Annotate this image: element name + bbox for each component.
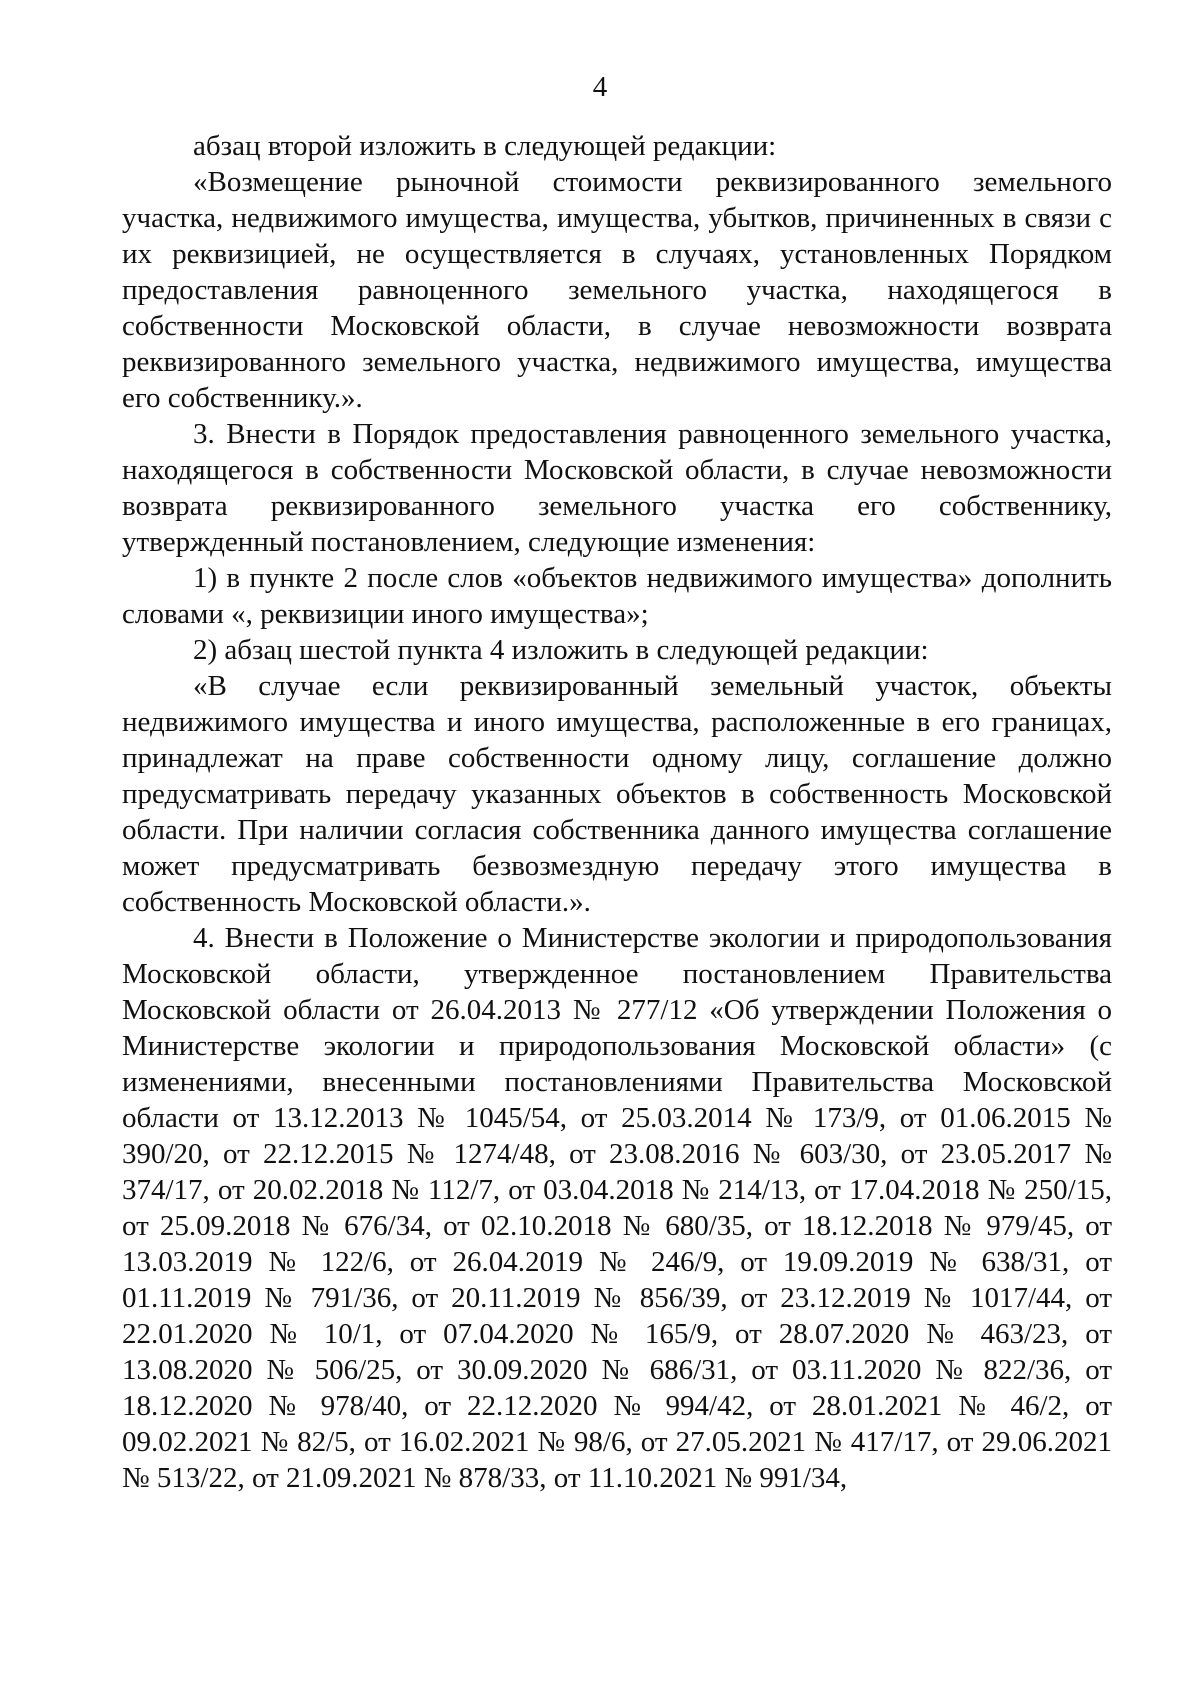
paragraph-item-4: 4. Внести в Положение о Министерстве экологии и природопользования Московской области, утвержденное постановлением Правительства Московской области от 26.04.2013 № 277/12 «Об утверждении Положения о Министерстве экологии и природопользования Московской области» (с изменениями, внесенными постановлениями Правительства Московской области от 13.12.2013 № 1045/54, от 25.03.2014 № 173/9, от 01.06.2015 № 390/20, от 22.12.2015 № 1274/48, от 23.08.2016 № 603/30, от 23.05.2017 № 374/17, от 20.02.2018 № 112/7, от 03.04.2018 № 214/13, от 17.04.2018 № 250/15, от 25.09.2018 № 676/34, от 02.10.2018 № 680/35, от 18.12.2018 № 979/45, от 13.03.2019 № 122/6, от 26.04.2019 № 246/9, от 19.09.2019 № 638/31, от 01.11.2019 № 791/36, от 20.11.2019 № 856/39, от 23.12.2019 № 1017/44, от 22.01.2020 № 10/1, от 07.04.2020 № 165/9, от 28.07.2020 № 463/23, от 13.08.2020 № 506/25, от 30.09.2020 № 686/31, от 03.11.2020 № 822/36, от 18.12.2020 № 978/40, от 22.12.2020 № 994/42, от 28.01.2021 № 46/2, от 09.02.2021 № 82/5, от 16.02.2021 № 98/6, от 27.05.2021 № 417/17, от 29.06.2021 № 513/22, от 21.09.2021 № 878/33, от 11.10.2021 № 991/34,	[122, 922, 1112, 1494]
page-number: 4	[592, 71, 608, 103]
paragraph-quoted-agreement: «В случае если реквизированный земельный участок, объекты недвижимого имущества и иного имущества, расположенные в его границах, принадлежат на праве собственности одному лицу, соглашение должно предусматривать передачу указанных объектов в собственность Московской области. При наличии согласия собственника данного имущества соглашение может предусматривать безвозмездную передачу этого имущества в собственность Московской области.».	[122, 670, 1112, 918]
paragraph-quoted-compensation: «Возмещение рыночной стоимости реквизированного земельного участка, недвижимого имущества, имущества, убытков, причиненных в связи с их реквизицией, не осуществляется в случаях, установленных Порядком предоставления равноценного земельного участка, находящегося в собственности Московской области, в случае невозможности возврата реквизированного земельного участка, недвижимого имущества, имущества его собственнику.».	[122, 166, 1112, 414]
document-body	[122, 128, 1112, 1496]
paragraph-subitem-1: 1) в пункте 2 после слов «объектов недвижимого имущества» дополнить словами «, реквизиции иного имущества»;	[122, 562, 1112, 630]
paragraph-subitem-2: 2) абзац шестой пункта 4 изложить в следующей редакции:	[193, 634, 929, 666]
paragraph-item-3: 3. Внести в Порядок предоставления равноценного земельного участка, находящегося в собственности Московской области, в случае невозможности возврата реквизированного земельного участка его собственнику, утвержденный постановлением, следующие изменения:	[122, 418, 1112, 558]
paragraph-intro: абзац второй изложить в следующей редакции:	[193, 130, 777, 162]
